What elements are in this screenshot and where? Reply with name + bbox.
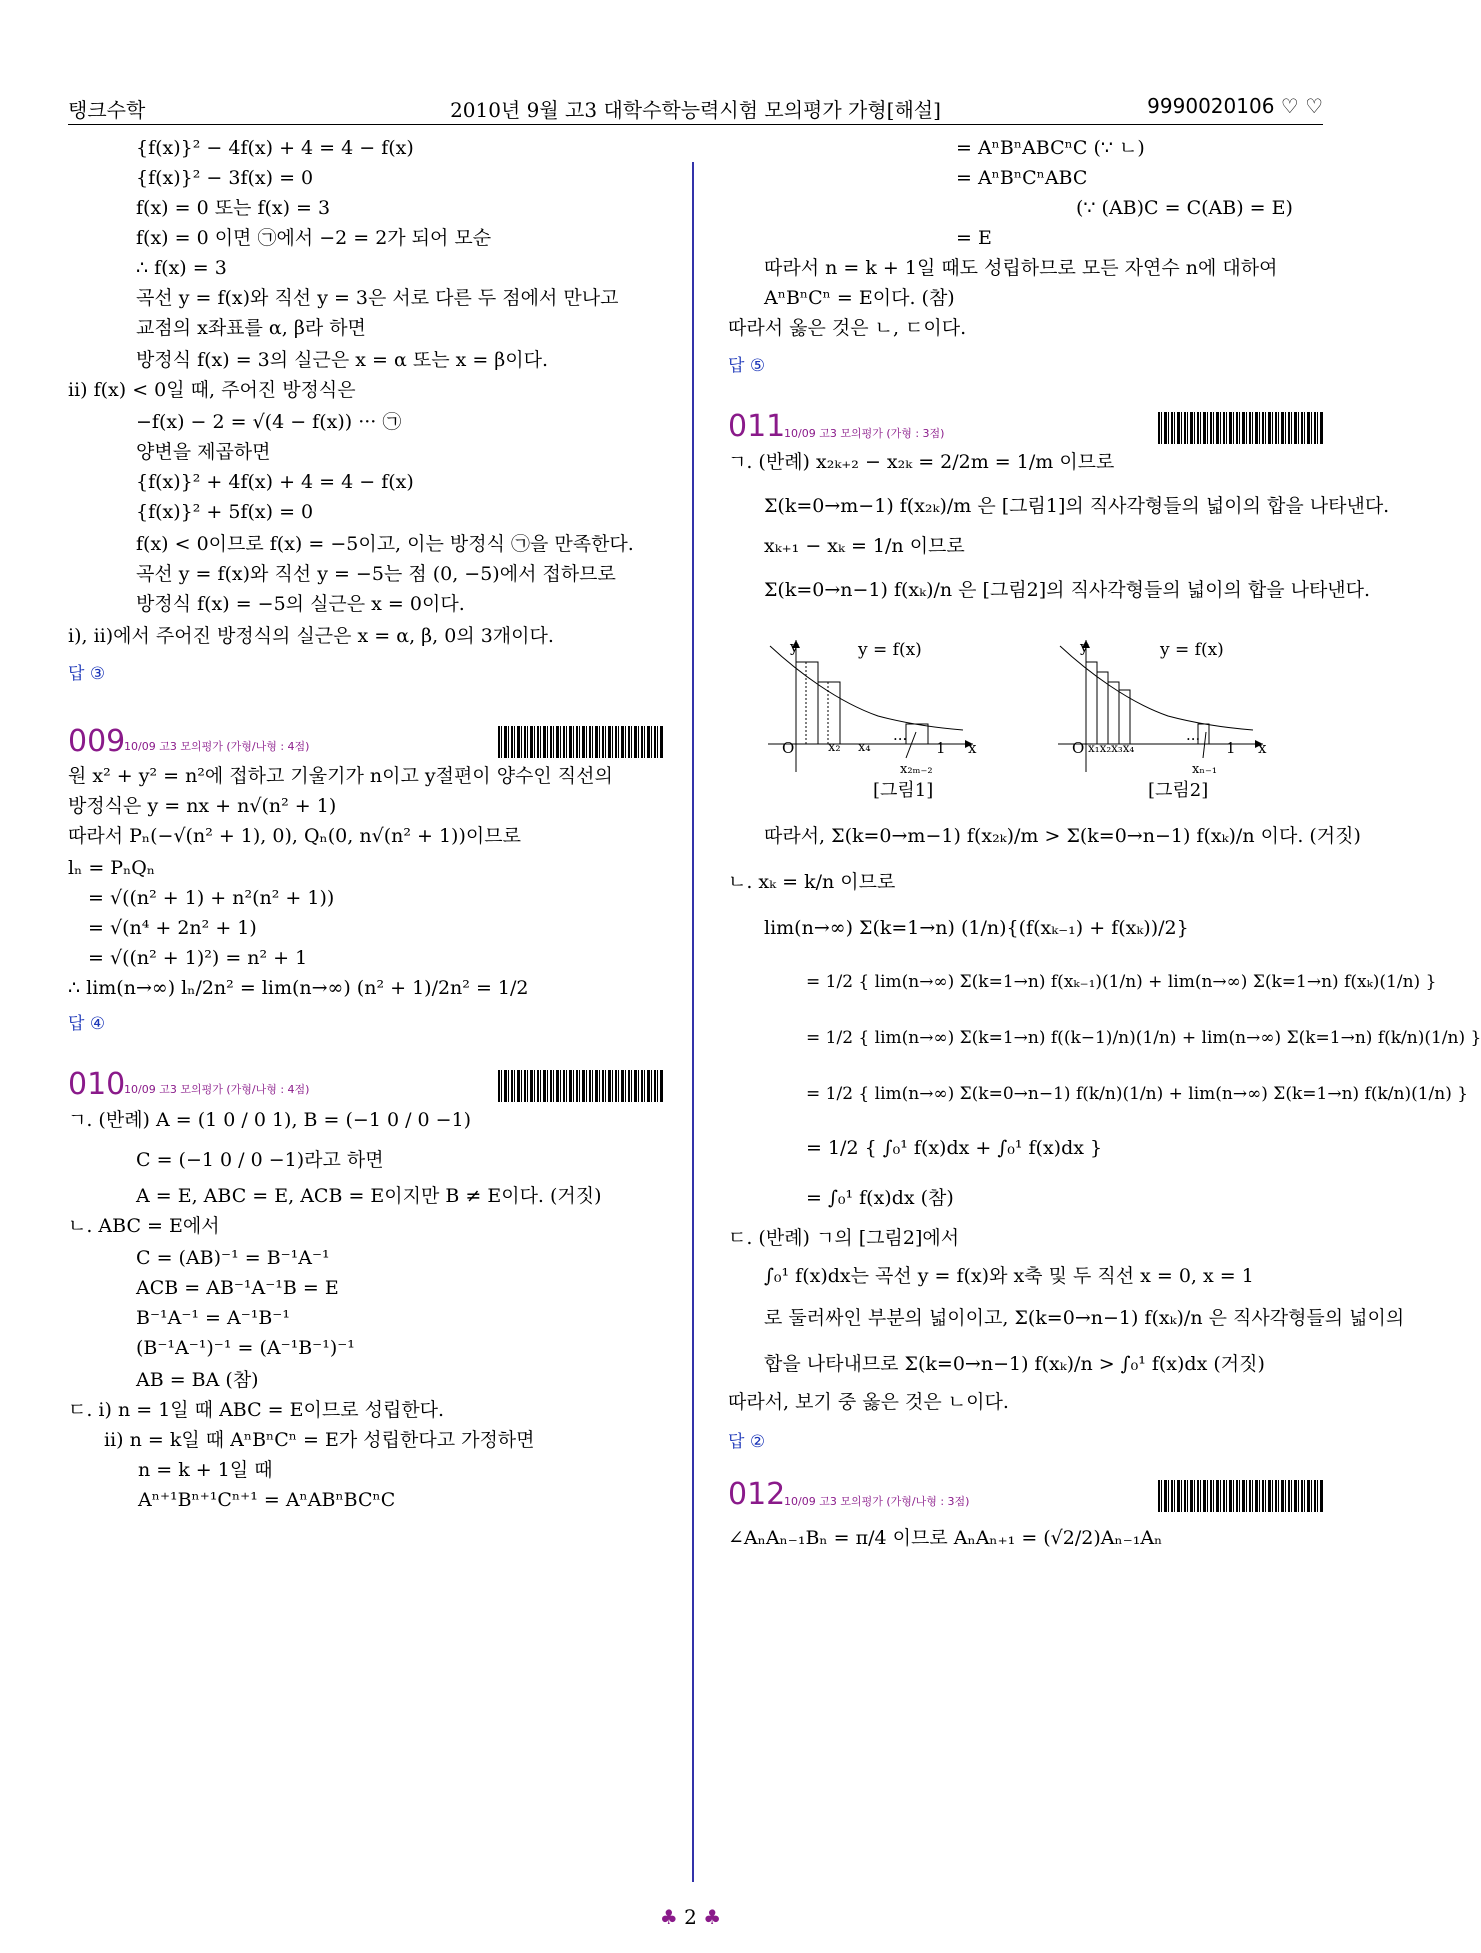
text-line: ㄷ. ⅰ) n = 1일 때 ABC = E이므로 성립한다. [68,1399,445,1421]
text-line: 로 둘러싸인 부분의 넓이이고, Σ(k=0→n−1) f(xₖ)/n 은 직사각형들의 넓이의 [764,1307,1405,1329]
problem-meta: 10/09 고3 모의평가 (가형/나형 : 3점) [784,1495,970,1508]
text-line: 따라서, 보기 중 옳은 것은 ㄴ이다. [728,1391,1009,1413]
answer-label: 답 ④ [68,1014,106,1034]
text-line: = √((n² + 1) + n²(n² + 1)) [88,887,335,909]
text-line: B⁻¹A⁻¹ = A⁻¹B⁻¹ [136,1307,290,1329]
problem-number: 009 [68,724,126,759]
text-line: 따라서 Pₙ(−√(n² + 1), 0), Qₙ(0, n√(n² + 1))이므로 [68,825,521,847]
text-line: ㄷ. (반례) ㄱ의 [그림2]에서 [728,1227,960,1249]
figure-tick-label: x₁x₂x₃x₄ [1088,741,1135,755]
page-header [68,92,1323,125]
text-line: ∴ lim(n→∞) lₙ/2n² = lim(n→∞) (n² + 1)/2n² = 1/2 [68,977,529,999]
text-line: ACB = AB⁻¹A⁻¹B = E [136,1277,339,1299]
answer-label: 답 ③ [68,664,106,684]
text-line: ㄱ. (반례) A = (1 0 / 0 1), B = (−1 0 / 0 −1) [68,1109,472,1131]
text-line: ⅱ) n = k일 때 AⁿBⁿCⁿ = E가 성립한다고 가정하면 [104,1429,535,1451]
club-icon: ♣ [703,1905,722,1929]
text-line: lₙ = PₙQₙ [68,857,156,879]
text-line: = E [956,227,992,249]
page-footer [0,1905,1381,1929]
text-line: ㄴ. ABC = E에서 [68,1215,220,1237]
text-line: = √((n² + 1)²) = n² + 1 [88,947,308,969]
text-line: (B⁻¹A⁻¹)⁻¹ = (A⁻¹B⁻¹)⁻¹ [136,1337,355,1359]
text-line: Σ(k=0→m−1) f(x₂ₖ)/m 은 [그림1]의 직사각형들의 넓이의 합을 나타낸다. [764,495,1390,517]
text-line: 따라서 옳은 것은 ㄴ, ㄷ이다. [728,317,967,339]
text-line: Σ(k=0→n−1) f(xₖ)/n 은 [그림2]의 직사각형들의 넓이의 합을 나타낸다. [764,579,1371,601]
figure-tick-label: x₄ [858,740,871,755]
text-line: = 1/2 { lim(n→∞) Σ(k=1→n) f(xₖ₋₁)(1/n) + lim(n→∞) Σ(k=1→n) f(xₖ)(1/n) } [806,972,1437,992]
column-divider [692,162,694,1882]
problem-meta: 10/09 고3 모의평가 (가형/나형 : 4점) [124,740,310,753]
text-line: 합을 나타내므로 Σ(k=0→n−1) f(xₖ)/n > ∫₀¹ f(x)dx (거짓) [764,1353,1265,1375]
text-line: 따라서 n = k + 1일 때도 성립하므로 모든 자연수 n에 대하여 [764,257,1278,279]
text-line: C = (−1 0 / 0 −1)라고 하면 [136,1149,384,1171]
figure-caption: [그림2] [1148,780,1209,801]
figure-dots: ··· [893,730,908,748]
text-line: 방정식 f(x) = 3의 실근은 x = α 또는 x = β이다. [136,349,549,371]
figure-tick-label: 1 [1226,739,1236,757]
text-line: = AⁿBⁿABCⁿC (∵ ㄴ) [956,137,1145,159]
figure-axis-label: y [1080,638,1089,656]
problem-meta: 10/09 고3 모의평가 (가형/나형 : 4점) [124,1083,310,1096]
text-line: ∠AₙAₙ₋₁Bₙ = π/4 이므로 AₙAₙ₊₁ = (√2/2)Aₙ₋₁Aₙ [728,1527,1163,1549]
barcode [1158,1480,1323,1512]
text-line: Aⁿ⁺¹Bⁿ⁺¹Cⁿ⁺¹ = AⁿABⁿBCⁿC [138,1489,396,1511]
text-line: (∵ (AB)C = C(AB) = E) [1076,197,1293,219]
text-line: {f(x)}² − 4f(x) + 4 = 4 − f(x) [136,137,414,159]
text-line: 방정식 f(x) = −5의 실근은 x = 0이다. [136,593,465,615]
answer-label: 답 ⑤ [728,356,766,376]
text-line: ∫₀¹ f(x)dx는 곡선 y = f(x)와 x축 및 두 직선 x = 0, x = 1 [764,1265,1254,1287]
text-line: C = (AB)⁻¹ = B⁻¹A⁻¹ [136,1247,330,1269]
figure-tick-label: 1 [936,739,946,757]
text-line: {f(x)}² − 3f(x) = 0 [136,167,314,189]
text-line: AⁿBⁿCⁿ = E이다. (참) [764,287,955,309]
text-line: n = k + 1일 때 [138,1459,273,1481]
page-number: 2 [684,1905,697,1929]
text-line: lim(n→∞) Σ(k=1→n) (1/n){(f(xₖ₋₁) + f(xₖ))/2} [764,917,1189,939]
text-line: = ∫₀¹ f(x)dx (참) [806,1187,954,1209]
text-line: ∴ f(x) = 3 [136,257,227,279]
answer-label: 답 ② [728,1432,766,1452]
text-line: f(x) = 0 또는 f(x) = 3 [136,197,331,219]
text-line: f(x) = 0 이면 ㉠에서 −2 = 2가 되어 모순 [136,227,492,249]
problem-number: 012 [728,1477,786,1512]
figure-caption: [그림1] [873,780,934,801]
text-line: 따라서, Σ(k=0→m−1) f(x₂ₖ)/m > Σ(k=0→n−1) f(xₖ)/n 이다. (거짓) [764,825,1361,847]
figure-axis-label: y [790,638,799,656]
club-icon: ♣ [659,1905,678,1929]
text-line: {f(x)}² + 4f(x) + 4 = 4 − f(x) [136,471,414,493]
text-line: 곡선 y = f(x)와 직선 y = 3은 서로 다른 두 점에서 만나고 [136,287,619,309]
text-line: = √(n⁴ + 2n² + 1) [88,917,257,939]
text-line: ㄱ. (반례) x₂ₖ₊₂ − x₂ₖ = 2/2m = 1/m 이므로 [728,451,1115,473]
text-line: f(x) < 0이므로 f(x) = −5이고, 이는 방정식 ㉠을 만족한다. [136,533,634,555]
barcode [1158,412,1323,444]
figure-tick-label: xₙ₋₁ [1192,762,1218,777]
text-line: ㄴ. xₖ = k/n 이므로 [728,871,896,893]
header-code: 9990020106 ♡ ♡ [1147,94,1323,118]
figure-label: y = f(x) [858,640,922,660]
figure-axis-label: x [1258,739,1267,757]
text-line: = AⁿBⁿCⁿABC [956,167,1088,189]
text-line: 방정식은 y = nx + n√(n² + 1) [68,795,337,817]
text-line: = 1/2 { lim(n→∞) Σ(k=1→n) f((k−1)/n)(1/n) + lim(n→∞) Σ(k=1→n) f(k/n)(1/n) } [806,1028,1481,1048]
text-line: = 1/2 { lim(n→∞) Σ(k=0→n−1) f(k/n)(1/n) + lim(n→∞) Σ(k=1→n) f(k/n)(1/n) } [806,1084,1469,1104]
text-line: AB = BA (참) [136,1369,259,1391]
barcode [498,726,663,758]
problem-number: 011 [728,409,786,444]
barcode [498,1070,663,1102]
header-brand: 탱크수학 [68,98,146,122]
text-line: {f(x)}² + 5f(x) = 0 [136,501,314,523]
header-title: 2010년 9월 고3 대학수학능력시험 모의평가 가형[해설] [450,98,941,122]
figure-tick-label: x₂ [828,740,841,755]
problem-number: 010 [68,1067,126,1102]
figure-label: y = f(x) [1160,640,1224,660]
text-line: ⅱ) f(x) < 0일 때, 주어진 방정식은 [68,379,356,401]
text-line: A = E, ABC = E, ACB = E이지만 B ≠ E이다. (거짓) [136,1185,602,1207]
text-line: 교점의 x좌표를 α, β라 하면 [136,317,366,339]
figure-origin-label: O [1072,739,1085,757]
text-line: 양변을 제곱하면 [136,441,271,463]
figure-origin-label: O [782,739,795,757]
text-line: = 1/2 { ∫₀¹ f(x)dx + ∫₀¹ f(x)dx } [806,1137,1103,1159]
problem-meta: 10/09 고3 모의평가 (가형 : 3점) [784,427,945,440]
figure-tick-label: x₂ₘ₋₂ [900,762,933,777]
text-line: 원 x² + y² = n²에 접하고 기울기가 n이고 y절편이 양수인 직선의 [68,765,613,787]
text-line: xₖ₊₁ − xₖ = 1/n 이므로 [764,535,965,557]
text-line: ⅰ), ⅱ)에서 주어진 방정식의 실근은 x = α, β, 0의 3개이다. [68,625,554,647]
text-line: −f(x) − 2 = √(4 − f(x)) ··· ㉠ [136,411,402,433]
figure-axis-label: x [968,739,977,757]
figure-dots: ··· [1186,730,1201,748]
text-line: 곡선 y = f(x)와 직선 y = −5는 점 (0, −5)에서 접하므로 [136,563,616,585]
